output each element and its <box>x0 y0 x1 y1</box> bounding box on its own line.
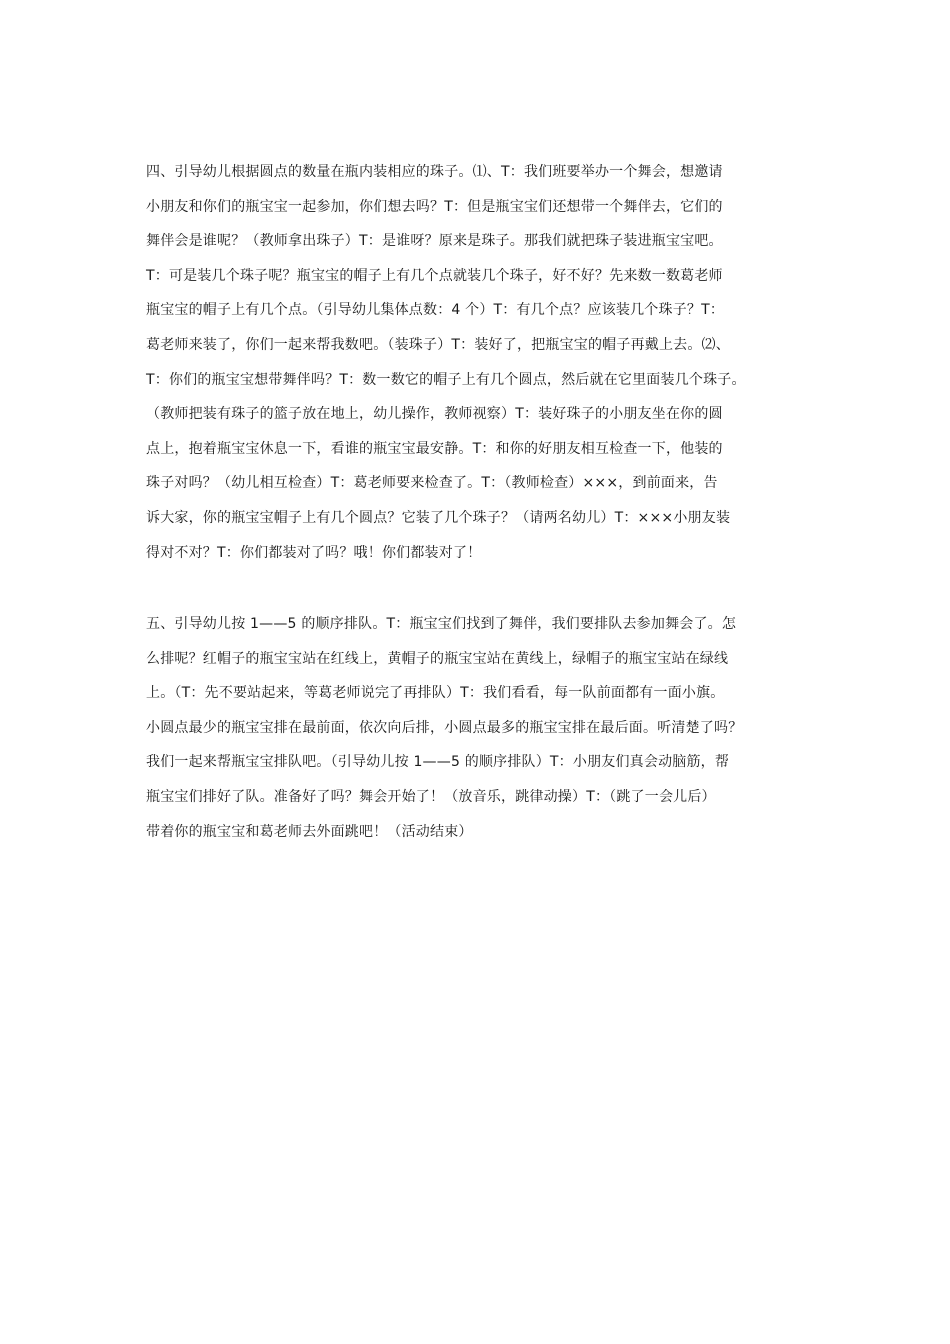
text-line: 诉大家，你的瓶宝宝帽子上有几个圆点？它装了几个珠子？（请两名幼儿）T：×××小朋友装 <box>146 509 731 526</box>
text-line: 瓶宝宝的帽子上有几个点。（引导幼儿集体点数：4 个）T：有几个点？应该装几个珠子？T： <box>146 302 725 319</box>
text-line: T：你们的瓶宝宝想带舞伴吗？T：数一数它的帽子上有几个圆点，然后就在它里面装几个珠子。 <box>146 371 746 388</box>
text-line: （教师把装有珠子的篮子放在地上，幼儿操作，教师视察）T：装好珠子的小朋友坐在你的圆 <box>146 406 723 423</box>
section-four-paragraph <box>146 160 826 575</box>
text-line: 点上，抱着瓶宝宝休息一下，看谁的瓶宝宝最安静。T：和你的好朋友相互检查一下，他装的 <box>146 440 723 457</box>
text-line: 小朋友和你们的瓶宝宝一起参加，你们想去吗？T：但是瓶宝宝们还想带一个舞伴去，它们的 <box>146 198 723 215</box>
text-line: 小圆点最少的瓶宝宝排在最前面，依次向后排，小圆点最多的瓶宝宝排在最后面。听清楚了吗？ <box>146 719 743 736</box>
text-line: T：可是装几个珠子呢？瓶宝宝的帽子上有几个点就装几个珠子，好不好？先来数一数葛老师 <box>146 267 723 284</box>
text-line: 葛老师来装了，你们一起来帮我数吧。（装珠子）T：装好了，把瓶宝宝的帽子再戴上去。⑵、 <box>146 336 730 353</box>
text-line: 珠子对吗？（幼儿相互检查）T：葛老师要来检查了。T：（教师检查）×××，到前面来，告 <box>146 475 718 492</box>
text-line: 我们一起来帮瓶宝宝排队吧。（引导幼儿按 1——5 的顺序排队）T：小朋友们真会动脑筋，帮 <box>146 754 730 771</box>
text-line: 瓶宝宝们排好了队。准备好了吗？舞会开始了！（放音乐，跳律动操）T：（跳了一会儿后） <box>146 788 716 805</box>
text-line: 五、引导幼儿按 1——5 的顺序排队。T：瓶宝宝们找到了舞伴，我们要排队去参加舞会了。怎 <box>146 616 737 632</box>
text-line: 舞伴会是谁呢？（教师拿出珠子）T：是谁呀？原来是珠子。那我们就把珠子装进瓶宝宝吧。 <box>146 233 723 250</box>
text-line: 四、引导幼儿根据圆点的数量在瓶内装相应的珠子。⑴、T：我们班要举办一个舞会，想邀请 <box>146 164 723 180</box>
text-line: 上。（T：先不要站起来，等葛老师说完了再排队）T：我们看看，每一队前面都有一面小旗。 <box>146 685 725 702</box>
text-line: 带着你的瓶宝宝和葛老师去外面跳吧！（活动结束） <box>146 823 473 840</box>
section-five-paragraph <box>146 612 826 854</box>
text-line: 得对不对？T：你们都装对了吗？哦！你们都装对了！ <box>146 544 482 561</box>
text-line: 么排呢？红帽子的瓶宝宝站在红线上，黄帽子的瓶宝宝站在黄线上，绿帽子的瓶宝宝站在绿线 <box>146 650 729 667</box>
